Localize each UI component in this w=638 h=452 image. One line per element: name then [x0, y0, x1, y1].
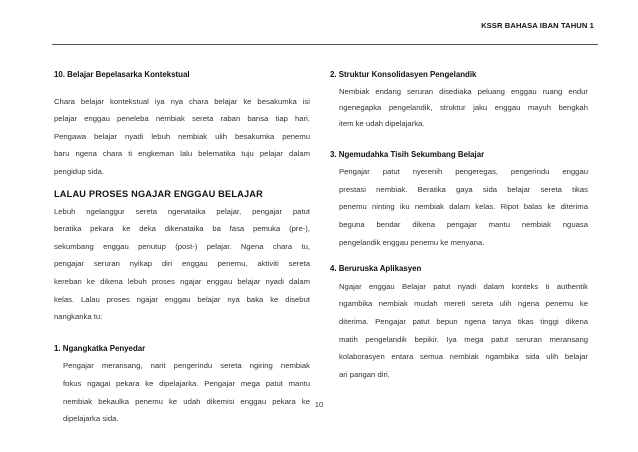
- text-line: penemu ninting iku nembiak dalam kelas. Ripot balas ke diterima: [339, 202, 588, 212]
- text-line: Pengawa belajar nyadi lebuh nembiak ulih besakumka penemu: [54, 131, 310, 141]
- text-line: dipelajarka sida.: [63, 414, 119, 424]
- text-line: item ke udah dipelajarka.: [339, 118, 425, 128]
- text-line: kolaborasyen entara semua nembiak ngambika sida ulih belajar: [339, 352, 588, 362]
- text-line: Nembiak endang seruran disediaka peluang enggau ruang endur: [339, 86, 588, 96]
- text-line: pengelandik enggau penemu ke menyana.: [339, 237, 485, 247]
- lalu-proses-heading: LALAU PROSES NGAJAR ENGGAU BELAJAR: [54, 188, 263, 199]
- text-line: Lebuh ngelanggur sereta ngenataika pelajar, pengajar patut: [54, 206, 310, 216]
- section-3-heading: 3. Ngemudahka Tisih Sekumbang Belajar: [330, 149, 485, 159]
- text-line: Pengajar meransang, narit pengerindu sereta ngiring nembiak: [63, 361, 310, 371]
- text-line: prestasi nembiak. Beratika gaya sida belajar sereta tikas: [339, 184, 588, 194]
- right-column: [330, 66, 588, 383]
- section-1-heading: 1. Ngangkatka Penyedar: [54, 343, 146, 353]
- section-3-body: [330, 163, 588, 251]
- page-number: 10: [314, 400, 324, 409]
- text-line: nembiak bekaulka penemu ke udah dikemisi enggau pekara ke: [63, 396, 310, 406]
- text-line: diterima. Pengajar patut bepun ngena tanya tikas tinggi dikena: [339, 316, 588, 326]
- text-line: Pengajar patut nyerenih pengeregas, pengerindu enggau: [339, 167, 588, 177]
- text-line: pengidup sida.: [54, 166, 105, 176]
- text-line: baru ngena chara ti engkeman lalu belematika tuju pelajar dalam: [54, 149, 310, 159]
- text-line: Chara belajar kontekstual iya nya chara belajar ke besakumka isi: [54, 96, 310, 106]
- section-4-heading: 4. Beruruska Aplikasyen: [330, 264, 422, 274]
- text-line: ngenegapka pengelandik, struktur jaku enggau mayuh bengkah: [339, 102, 588, 112]
- text-line: sekumbang enggau penutup (post-) pelajar. Ngena chara tu,: [54, 241, 310, 251]
- text-line: pelajar enggau peneleba nembiak sereta raban bansa tiap hari.: [54, 114, 310, 124]
- text-line: ari pangan diri.: [339, 369, 390, 379]
- text-line: kelas. Lalau proses ngajar enggau belajar nya baka ke disebut: [54, 294, 310, 304]
- text-line: beguna bendar dikena pengajar mantu nembiak nguasa: [339, 219, 588, 229]
- header-rule: [52, 44, 598, 45]
- section-2-body: [330, 84, 588, 132]
- text-line: ngambika nembiak mudah mereti sereta ulih ngena penemu ke: [339, 299, 588, 309]
- text-line: kereban ke dikena lebuh proses ngajar enggau belajar nyadi dalam: [54, 276, 310, 286]
- section-2-heading: 2. Struktur Konsolidasyen Pengelandik: [330, 70, 477, 79]
- section-1-body: [54, 357, 310, 427]
- section-10-body: [54, 93, 310, 181]
- left-column: [54, 66, 310, 428]
- running-header: KSSR BAHASA IBAN TAHUN 1: [481, 21, 594, 30]
- lalu-proses-body: [54, 203, 310, 326]
- text-line: pengajar seruran nyikap diri enggau penemu, aktiviti sereta: [54, 259, 310, 269]
- text-line: beratika pekara ke deka dikenataika ba fasa pemuka (pre-),: [54, 224, 310, 234]
- section-4-body: [330, 278, 588, 384]
- text-line: fokus ngagai pekara ke dipelajarka. Pengajar mega patut mantu: [63, 378, 310, 388]
- text-line: matih pengelandik bepikir. Iya mega patut seruran meransang: [339, 334, 588, 344]
- text-line: nangkanka tu:: [54, 312, 103, 322]
- text-line: Ngajar enggau Belajar patut nyadi dalam konteks ti authentik: [339, 281, 588, 291]
- section-10-heading: 10. Belajar Bepelasarka Kontekstual: [54, 70, 190, 79]
